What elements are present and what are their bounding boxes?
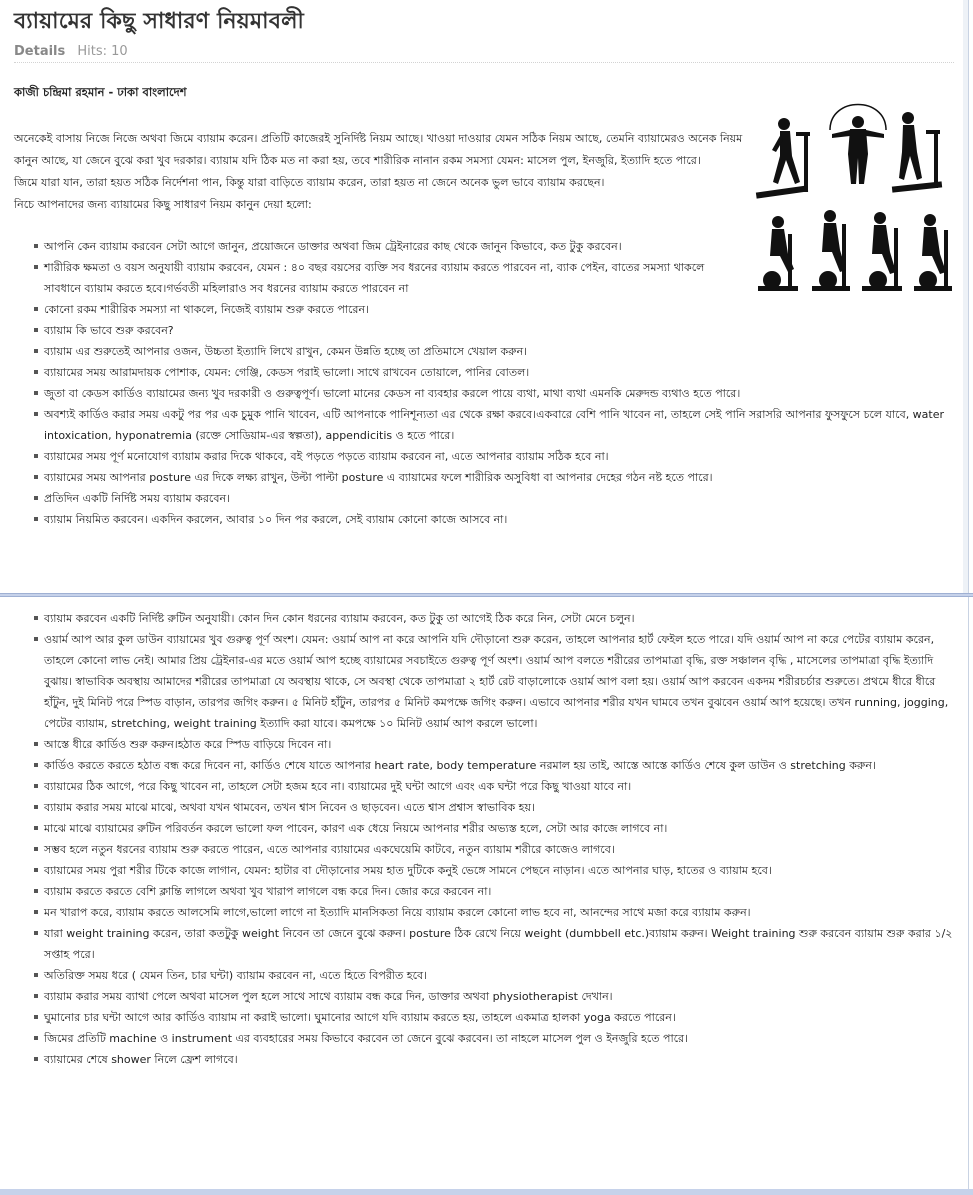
hits-count: Hits: 10 <box>77 44 128 59</box>
intro-paragraph: জিমে যারা যান, তারা হয়ত সঠিক নির্দেশনা পান, কিন্তু যারা বাড়িতে ব্যায়াম করেন, তারা হয়ত না জেনে অনেক ভুল ভাবে ব্যায়াম করছেন। <box>14 176 605 189</box>
list-item: প্রতিদিন একটি নির্দিষ্ট সময় ব্যায়াম করবেন। <box>34 488 964 509</box>
bottom-frame-edge <box>0 1189 973 1195</box>
tips-list-top <box>34 236 945 530</box>
list-item: মন খারাপ করে, ব্যায়াম করতে আলসেমি লাগে,ভালো লাগে না ইত্যাদি মানসিকতা নিয়ে ব্যায়াম করলে কোনো লাভ হবে না, আনন্দের সাথে মজা করে ব্যায়াম করুন। <box>34 902 954 923</box>
list-item: ব্যায়াম করার সময় মাঝে মাঝে, অথবা যখন থামবেন, তখন শ্বাস নিবেন ও ছাড়বেন। এতে শ্বাস প্রশ্বাস স্বাভাবিক হয়। <box>34 797 954 818</box>
article-meta <box>14 44 128 59</box>
list-item: জুতা বা কেডস কার্ডিও ব্যায়ামের জন্য খুব দরকারী ও গুরুত্বপূর্ণ। ভালো মানের কেডস না ব্যবহার করলে পায়ে ব্যথা, মাথা ব্যথা এমনকি মেরুদন্ড ব্যথাও হতে পারে। <box>34 383 964 404</box>
list-item: সম্ভব হলে নতুন ধরনের ব্যায়াম শুরু করতে পারেন, এতে আপনার ব্যায়ামের একঘেয়েমি কাটবে, নতুন ব্যায়াম শরীরে কাজেও লাগবে। <box>34 839 954 860</box>
top-pane <box>0 0 969 593</box>
tips-list-bottom <box>34 608 954 1070</box>
list-item: ব্যায়াম কি ভাবে শুরু করবেন? <box>34 320 964 341</box>
list-item: ব্যায়ামের ঠিক আগে, পরে কিছু খাবেন না, তাহলে সেটা হজম হবে না। ব্যায়ামের দুই ঘন্টা আগে এবং এক ঘন্টা পরে কিছু খাওয়া যাবে না। <box>34 776 954 797</box>
intro-paragraph: নিচে আপনাদের জন্য ব্যায়ামের কিছু সাধারণ নিয়ম কানুন দেয়া হলো: <box>14 198 312 211</box>
list-item: আপনি কেন ব্যায়াম করবেন সেটা আগে জানুন, প্রয়োজনে ডাক্তার অথবা জিম ট্রেইনারের কাছ থেকে জানুন কিভাবে, কত টুকু করবেন। <box>34 236 734 257</box>
list-item: কার্ডিও করতে করতে হঠাত বন্ধ করে দিবেন না, কার্ডিও শেষে যাতে আপনার heart rate, body temperature নরমাল হয় তাই, আস্তে আস্তে কার্ডিও শেষে কুল ডাউন ও stretching করুন। <box>34 755 954 776</box>
list-item: মাঝে মাঝে ব্যায়ামের রুটিন পরিবর্তন করলে ভালো ফল পাবেন, কারণ এক ধেয়ে নিয়মে আপনার শরীর অভ্যস্ত হলে, সেটা আর কাজে লাগবে না। <box>34 818 954 839</box>
list-item: কোনো রকম শারীরিক সমস্যা না থাকলে, নিজেই ব্যায়াম শুরু করতে পারেন। <box>34 299 964 320</box>
article-author: কাজী চন্দ্রিমা রহমান - ঢাকা বাংলাদেশ <box>14 85 187 99</box>
intro-paragraph: অনেকেই বাসায় নিজে নিজে অথবা জিমে ব্যায়াম করেন। প্রতিটি কাজেরই সুনির্দিষ্ট নিয়ম আছে। খাওয়া দাওয়ার যেমন সঠিক নিয়ম আছে, তেমনি ব্যায়ামেরও অনেক নিয়ম কানুন আছে, যা জেনে বুঝে করা খুব দরকার। ব্যায়াম যদি ঠিক মত না করা হয়, তবে শারীরিক নানান রকম সমস্যা যেমন: মাসেল পুল, ইনজুরি, ইত্যাদি হতে পারে। <box>14 132 743 167</box>
list-item: ব্যায়ামের শেষে shower নিলে ফ্রেশ লাগবে। <box>34 1049 954 1070</box>
article-title: ব্যায়ামের কিছু সাধারণ নিয়মাবলী <box>14 9 305 34</box>
list-item: ব্যায়ামের সময় আপনার posture এর দিকে লক্ষ্য রাখুন, উল্টা পাল্টা posture এ ব্যায়ামের ফলে শারীরিক অসুবিধা বা আপনার দেহের গঠন নষ্ট হতে পারে। <box>34 467 964 488</box>
list-item: ব্যায়াম করতে করতে বেশি ক্লান্তি লাগলে অথবা খুব খারাপ লাগলে বন্ধ করে দিন। জোর করে করবেন না। <box>34 881 954 902</box>
list-item: শারীরিক ক্ষমতা ও বয়স অনুযায়ী ব্যায়াম করবেন, যেমন : ৪০ বছর বয়সের ব্যক্তি সব ধরনের ব্যায়াম করতে পারবেন না, ব্যাক পেইন, বাতের সমস্যা থাকলে সাবধানে ব্যায়াম করতে হবে।গর্ভবতী মহিলারাও সব ধরনের ব্যায়াম করতে পারবেন না <box>34 257 734 299</box>
list-item: অবশ্যই কার্ডিও করার সময় একটু পর পর এক চুমুক পানি খাবেন, এটি আপনাকে পানিশূন্যতা এর থেকে রক্ষা করবে।একবারে বেশি পানি খাবেন না, তাহলে সেই পানি সরাসরি আপনার ফুসফুসে চলে যাবে, water intoxication, hyponatremia (রক্তে সোডিয়াম-এর স্বল্পতা), appendicitis ও হতে পারে। <box>34 404 964 446</box>
list-item: ব্যায়ামের সময় পুরা শরীর টিকে কাজে লাগান, যেমন: হাটার বা দৌড়ানোর সময় হাত দুটিকে কনুই ভেঙ্গে সামনে পেছনে নাড়ান। এতে আপনার ঘাড়, হাতের ও ব্যায়াম হবে। <box>34 860 954 881</box>
exercise-silhouettes-image <box>752 94 954 294</box>
list-item: অতিরিক্ত সময় ধরে ( যেমন তিন, চার ঘন্টা) ব্যায়াম করবেন না, এতে হিতে বিপরীত হবে। <box>34 965 954 986</box>
article-intro <box>14 128 744 216</box>
list-item: ব্যায়ামের সময় আরামদায়ক পোশাক, যেমন: গেঞ্জি, কেডস পরাই ভালো। সাথে রাখবেন তোয়ালে, পানির বোতল। <box>34 362 964 383</box>
meta-divider <box>14 62 954 63</box>
bottom-pane <box>0 597 969 1195</box>
list-item: ব্যায়ামের সময় পূর্ণ মনোযোগ ব্যায়াম করার দিকে থাকবে, বই পড়তে পড়তে ব্যায়াম করবেন না, এতে আপনার ব্যায়াম সঠিক হবে না। <box>34 446 964 467</box>
details-label: Details <box>14 44 66 59</box>
list-item: ব্যায়াম করবেন একটি নির্দিষ্ট রুটিন অনুযায়ী। কোন দিন কোন ধরনের ব্যায়াম করবেন, কত টুকু তা আগেই ঠিক করে নিন, সেটা মেনে চলুন। <box>34 608 954 629</box>
list-item: ঘুমানোর চার ঘন্টা আগে আর কার্ডিও ব্যায়াম না করাই ভালো। ঘুমানোর আগে যদি ব্যায়াম করতে হয়, তাহলে একমাত্র হালকা yoga করতে পারেন। <box>34 1007 954 1028</box>
list-item: যারা weight training করেন, তারা কতটুকু weight নিবেন তা জেনে বুঝে করুন। posture ঠিক রেখে নিয়ে weight (dumbbell etc.)ব্যায়াম করুন। Weight training শুরু করবেন ব্যায়াম শুরু করার ১/২ সপ্তাহ পরে। <box>34 923 954 965</box>
list-item: ব্যায়াম করার সময় ব্যাথা পেলে অথবা মাসেল পুল হলে সাথে সাথে ব্যায়াম বন্ধ করে দিন, ডাক্তার অথবা physiotherapist দেখান। <box>34 986 954 1007</box>
list-item: ব্যায়াম নিয়মিত করবেন। একদিন করলেন, আবার ১০ দিন পর করলে, সেই ব্যায়াম কোনো কাজে আসবে না। <box>34 509 964 530</box>
list-item: ব্যায়াম এর শুরুতেই আপনার ওজন, উচ্চতা ইত্যাদি লিখে রাখুন, কেমন উন্নতি হচ্ছে তা প্রতিমাসে খেয়াল করুন। <box>34 341 964 362</box>
top-pane-scrollbar[interactable] <box>963 0 968 593</box>
list-item: আস্তে ধীরে কার্ডিও শুরু করুন।হঠাত করে স্পিড বাড়িয়ে দিবেন না। <box>34 734 954 755</box>
list-item: জিমের প্রতিটি machine ও instrument এর ব্যবহারের সময় কিভাবে করবেন তা জেনে বুঝে করবেন। তা নাহলে মাসেল পুল ও ইনজুরি হতে পারে। <box>34 1028 954 1049</box>
list-item: ওয়ার্ম আপ আর কুল ডাউন ব্যায়ামের খুব গুরুত্ব পূর্ণ অংশ। যেমন: ওয়ার্ম আপ না করে আপনি যদি দৌড়ানো শুরু করেন, তাহলে আপনার হার্ট ফেইল হতে পারে। যদি ওয়ার্ম আপ না করে পেটের ব্যায়াম করেন, তাহলে কোনো লাভ নেই। আমার প্রিয় ট্রেইনার-এর মতে ওয়ার্ম আপ হচ্ছে ব্যায়ামের সবচাইতে গুরুত্ব পূর্ণ অংশ। ওয়ার্ম আপ বলতে শরীরের তাপমাত্রা বৃদ্ধি, রক্ত সঞ্চালন বৃদ্ধি , মাসেলের তাপমাত্রা বৃদ্ধি ইত্যাদি বুঝায়। স্বাভাবিক অবস্থায় আমাদের শরীরের তাপমাত্রা যে অবস্থায় থাকে, সে অবস্থা থেকে তাপমাত্রা ২ হার্ট রেট বাড়ালোকে ওয়ার্ম আপ বলা হয়। ওয়ার্ম আপ করবেন একদম শরীরচর্চার শুরুতে। প্রথমে ধীরে ধীরে হাঁটুন, দুই মিনিট পরে স্পিড বাড়ান, তারপর জগিং করুন। ৫ মিনিট হাঁটুন, তারপর ৫ মিনিট কমপক্ষে জগিং করুন। এভাবে আপনার শরীর যখন ঘামবে তখন বুঝবেন ওয়ার্ম আপ হয়েছে। তখন running, jogging, পেটের ব্যায়াম, stretching, weight training ইত্যাদি করা যাবে। কমপক্ষে ১০ মিনিট ওয়ার্ম আপ করলে ভালো। <box>34 629 954 734</box>
